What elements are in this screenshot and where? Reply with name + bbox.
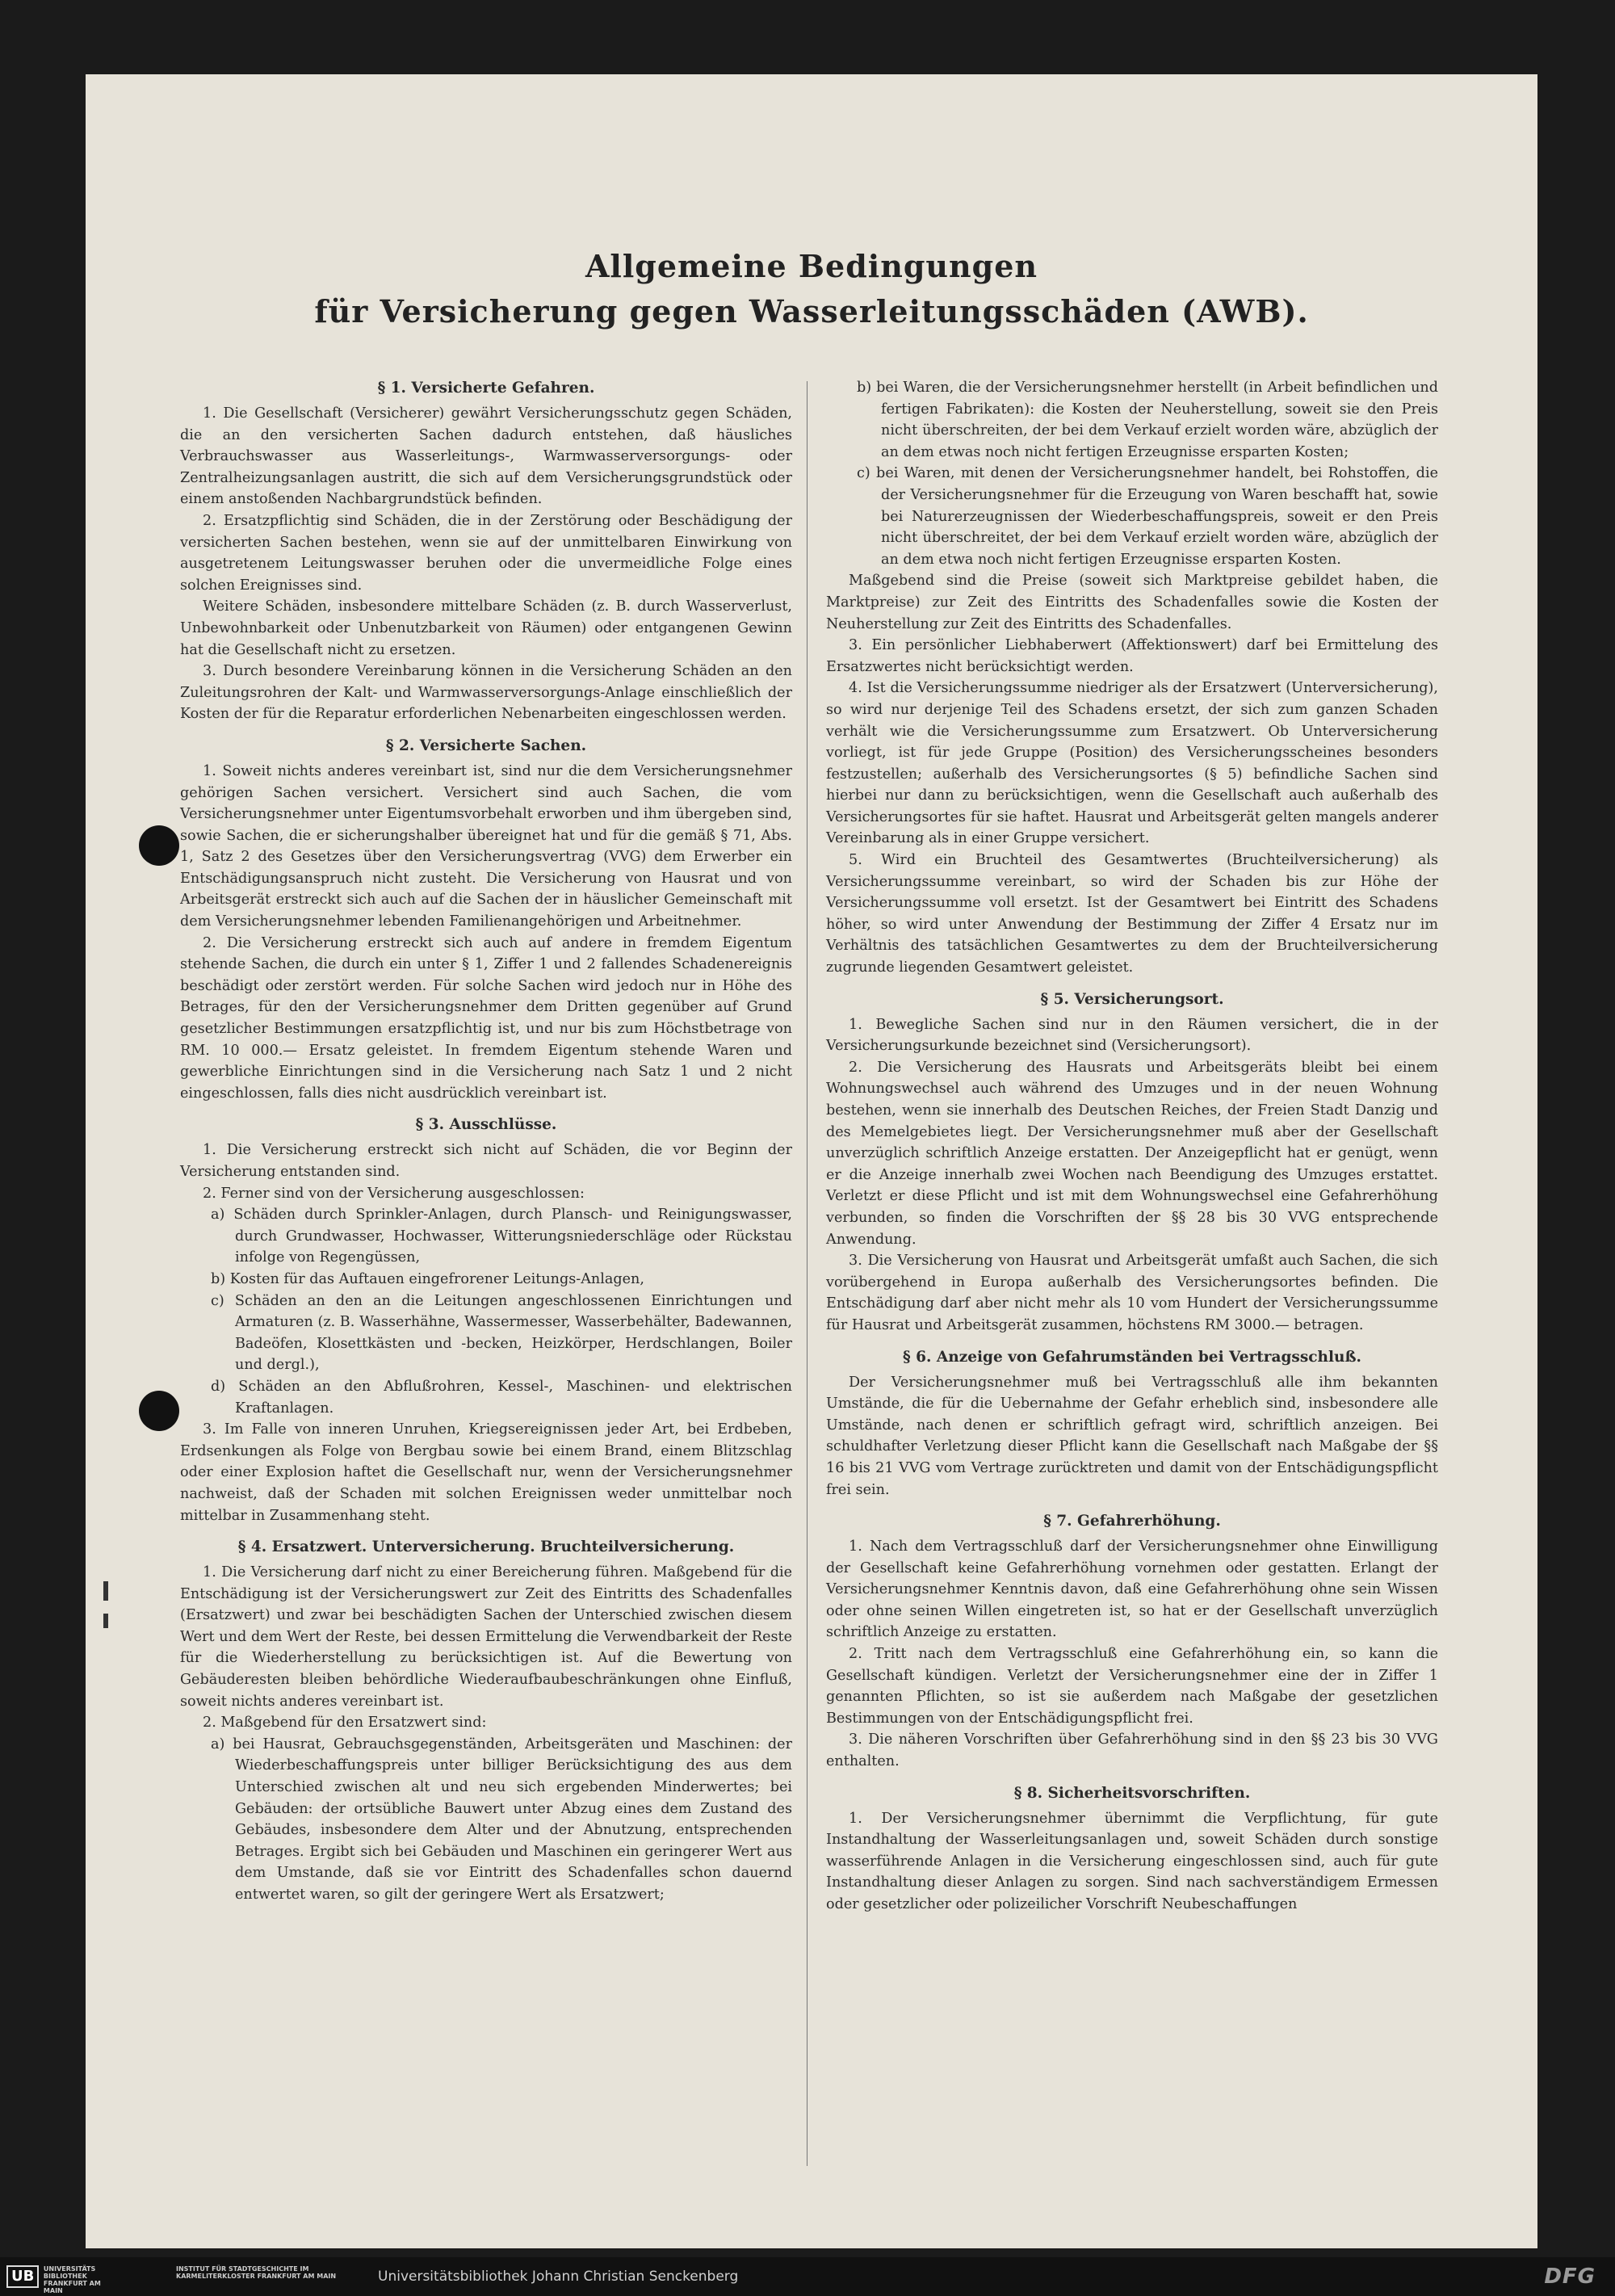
section-heading: § 2. Versicherte Sachen. — [385, 737, 587, 754]
paragraph: 1. Der Versicherungsnehmer übernimmt die Verpflichtung, für gute Instandhaltung der Wasserleitungsanlagen und, soweit Schäden durch sonstige wasserführende Anlagen in die Versicherung eingeschlossen sind, auch für gute Instandhaltung dieser Anlagen zu sorgen. Sind nach sachverständigem Ermessen oder gesetzlicher oder polizeilicher Vorschrift Neubeschaffungen — [826, 1810, 1438, 1912]
dfg-logo: DFG — [1544, 2265, 1596, 2289]
paragraph: Weitere Schäden, insbesondere mittelbare Schäden (z. B. durch Wasserverlust, Unbewohnbarkeit oder Unbenutzbarkeit von Räumen) oder entgangenen Gewinn hat die Gesellschaft nicht zu ersetzen. — [180, 598, 792, 658]
punch-hole — [139, 825, 179, 866]
paragraph: 2. Ferner sind von der Versicherung ausgeschlossen: — [203, 1185, 585, 1202]
paragraph: 3. Die näheren Vorschriften über Gefahrerhöhung sind in den §§ 23 bis 30 VVG enthalten. — [826, 1731, 1438, 1770]
paragraph: 1. Nach dem Vertragsschluß darf der Versicherungsnehmer ohne Einwilligung der Gesellschaft keine Gefahrerhöhung vornehmen oder gestatten. Erlangt der Versicherungsnehmer Kenntnis davon, daß eine Gefahrerhöhung ohne sein Wissen oder ohne seinen Willen eingetreten ist, so hat er der Gesellschaft unverzüglich schriftlich Anzeige zu erstatten. — [826, 1538, 1438, 1641]
list-item: c) bei Waren, mit denen der Versicherungsnehmer handelt, bei Rohstoffen, die der Versicherungsnehmer für die Erzeugung von Waren beschafft hat, sowie bei Naturerzeugnissen der Wiederbeschaffungspreis, soweit er den Preis nicht überschreitet, der bei dem Verkauf erzielt worden wäre, abzüglich der an dem etwa noch nicht fertigen Erzeugnisse ersparten Kosten. — [857, 465, 1438, 568]
list-item: b) bei Waren, die der Versicherungsnehmer herstellt (in Arbeit befindlichen und fertigen Fabrikaten): die Kosten der Neuherstellung, soweit sie den Preis nicht überschreiten, der bei dem Verkauf erzielt worden wäre, abzüglich der an dem etwas noch nicht fertigen Erzeugnisse ersparten Kosten; — [857, 380, 1438, 460]
list-item: b) Kosten für das Auftauen eingefrorener Leitungs-Anlagen, — [211, 1270, 644, 1287]
isg-logo — [176, 2265, 338, 2290]
paragraph: 1. Soweit nichts anderes vereinbart ist, sind nur die dem Versicherungsnehmer gehörigen Sachen versichert. Versichert sind auch Sachen, die vom Versicherungsnehmer unter Eigentumsvorbehalt erworben und ihm übergeben sind, sowie Sachen, die er sicherungshalber übereignet hat und für die gemäß § 71, Abs. 1, Satz 2 des Gesetzes über den Versicherungsvertrag (VVG) dem Erwerber ein Entschädigungsanspruch nicht zusteht. Die Versicherung von Hausrat und von Arbeitsgerät erstreckt sich auch auf die Sachen der in häuslicher Gemeinschaft mit dem Versicherungsnehmer lebenden Familienangehörigen und Arbeitnehmer. — [180, 762, 792, 930]
document-page — [86, 74, 1537, 2248]
paragraph: Der Versicherungsnehmer muß bei Vertragsschluß alle ihm bekannten Umstände, die für die Uebernahme der Gefahr erheblich sind, insbesondere alle Umstände, nach denen er schriftlich gefragt wird, schriftlich anzeigen. Bei schuldhafter Verletzung dieser Pflicht kann die Gesellschaft nach Maßgabe der §§ 16 bis 21 VVG vom Vertrage zurücktreten und damit von der Entschädigungspflicht frei sein. — [826, 1374, 1438, 1498]
paragraph: 2. Die Versicherung des Hausrats und Arbeitsgeräts bleibt bei einem Wohnungswechsel auch während des Umzuges und in der neuen Wohnung bestehen, wenn sie innerhalb des Deutschen Reiches, der Freien Stadt Danzig und des Memelgebietes liegt. Der Versicherungsnehmer muß aber der Gesellschaft unverzüglich schriftlich Anzeige erstatten. Der Anzeigepflicht hat er genügt, wenn er die Anzeige innerhalb zwei Wochen nach Beendigung des Umzuges erstattet. Verletzt er diese Pflicht und ist mit dem Wohnungswechsel eine Gefahrerhöhung verbunden, so finden die Vorschriften der §§ 28 bis 30 VVG entsprechende Anwendung. — [826, 1059, 1438, 1248]
paragraph: 5. Wird ein Bruchteil des Gesamtwertes (Bruchteilversicherung) als Versicherungssumme vereinbart, so wird der Schaden bis zur Höhe der Versicherungssumme voll ersetzt. Ist der Gesamtwert bei Eintritt des Schadens höher, so wird unter Anwendung der Bestimmung der Ziffer 4 Ersatz nur im Verhältnis des tatsächlichen Gesamtwertes zu dem der Bruchteilversicherung zugrunde liegenden Gesamtwert geleistet. — [826, 852, 1438, 976]
list-item: c) Schäden an den an die Leitungen angeschlossenen Einrichtungen und Armaturen (z. B. Wasserhähne, Wassermesser, Wasserbehälter, Badewannen, Badeöfen, Klosettkästen und -becken, Heizkörper, Herdschlangen, Boiler und dergl.), — [211, 1292, 792, 1374]
paragraph: 1. Die Versicherung darf nicht zu einer Bereicherung führen. Maßgebend für die Entschädigung ist der Versicherungswert zur Zeit des Eintritts des Schadenfalles (Ersatzwert) und zwar bei beschädigten Sachen der Unterschied zwischen diesem Wert und dem Wert der Reste, bei dessen Ermittelung die Verwendbarkeit der Reste für die Wiederherstellung zu berücksichtigen ist. Auf die Bewertung von Gebäuderesten bleiben behördliche Wiederaufbaubeschränkungen ohne Einfluß, soweit nichts anderes vereinbart ist. — [180, 1564, 792, 1710]
library-name: Universitätsbibliothek Johann Christian Senckenberg — [378, 2269, 739, 2285]
paragraph: 1. Die Gesellschaft (Versicherer) gewährt Versicherungsschutz gegen Schäden, die an den versicherten Sachen dadurch entstehen, daß häusliches Verbrauchswasser aus Wasserleitungs-, Warmwasserversorgungs- oder Zentralheizungsanlagen austritt, die sich auf dem Versicherungsgrundstück oder einem anstoßenden Nachbargrundstück befinden. — [180, 405, 792, 508]
ub-logo-text: UNIVERSITÄTS BIBLIOTHEK FRANKFURT AM MAIN — [43, 2265, 101, 2294]
isg-logo-text: INSTITUT FÜR STADTGESCHICHTE IM KARMELITERKLOSTER FRANKFURT AM MAIN — [176, 2265, 337, 2280]
paper-mark — [103, 1581, 108, 1601]
paragraph: 1. Die Versicherung erstreckt sich nicht auf Schäden, die vor Beginn der Versicherung entstanden sind. — [180, 1142, 792, 1180]
right-column — [826, 377, 1438, 1916]
section-heading: § 5. Versicherungsort. — [1040, 990, 1224, 1008]
section-heading: § 1. Versicherte Gefahren. — [377, 380, 595, 397]
ub-logo — [6, 2265, 108, 2294]
footer-bar — [0, 2257, 1615, 2296]
paragraph: 1. Bewegliche Sachen sind nur in den Räumen versichert, die in der Versicherungsurkunde bezeichnet sind (Versicherungsort). — [826, 1016, 1438, 1055]
list-item: a) bei Hausrat, Gebrauchsgegenständen, Arbeitsgeräten und Maschinen: der Wiederbeschaffungspreis unter billiger Berücksichtigung des aus dem Unterschied zwischen alt und neu sich ergebenden Minderwertes; bei Gebäuden: der ortsübliche Bauwert unter Abzug eines dem Zustand des Gebäudes, insbesondere dem Alter und der Abnutzung, entsprechenden Betrages. Ergibt sich bei Gebäuden und Maschinen ein geringerer Wert aus dem Umstande, daß sie vor Eintritt des Schadenfalles schon dauernd entwertet waren, so gilt der geringere Wert als Ersatzwert; — [211, 1736, 792, 1903]
punch-hole — [139, 1391, 179, 1431]
section-heading: § 4. Ersatzwert. Unterversicherung. Bruchteilversicherung. — [237, 1538, 735, 1556]
paragraph: 4. Ist die Versicherungssumme niedriger als der Ersatzwert (Unterversicherung), so wird nur derjenige Teil des Schadens ersetzt, der sich zum ganzen Schaden verhält wie die Versicherungssumme zum Ersatzwert. Ob Unterversicherung vorliegt, ist für jede Gruppe (Position) des Versicherungsscheines besonders festzustellen; außerhalb des Versicherungsortes (§ 5) befindliche Sachen sind hierbei nur dann zu berücksichtigen, wenn die Gesellschaft auch außerhalb des Versicherungsortes für sie haftet. Hausrat und Arbeitsgerät gelten mangels anderer Vereinbarung als in einer Gruppe versichert. — [826, 680, 1438, 847]
section-heading: § 8. Sicherheitsvorschriften. — [1013, 1784, 1251, 1802]
paragraph: 3. Die Versicherung von Hausrat und Arbeitsgerät umfaßt auch Sachen, die sich vorübergehend in Europa außerhalb des Versicherungsortes befinden. Die Entschädigung darf aber nicht mehr als 10 vom Hundert der Versicherungssumme für Hausrat und Arbeitsgerät zusammen, höchstens RM 3000.— betragen. — [826, 1253, 1438, 1333]
paragraph: Maßgebend sind die Preise (soweit sich Marktpreise gebildet haben, die Marktpreise) zur Zeit des Eintritts des Schadenfalles sowie die Kosten der Neuherstellung zur Zeit des Eintritts des Schadenfalles. — [826, 573, 1438, 632]
section-heading: § 6. Anzeige von Gefahrumständen bei Vertragsschluß. — [903, 1348, 1361, 1366]
left-column — [180, 377, 792, 1906]
paragraph: 2. Die Versicherung erstreckt sich auch auf andere in fremdem Eigentum stehende Sachen, die durch ein unter § 1, Ziffer 1 und 2 fallendes Schadenereignis beschädigt oder zerstört werden. Für solche Sachen wird jedoch nur in Höhe des Betrages, für den der Versicherungsnehmer dem Dritten gegenüber auf Grund gesetzlicher Bestimmungen ersatzpflichtig ist, und nur bis zum Höchstbetrage von RM. 10 000.— Ersatz geleistet. In fremdem Eigentum stehende Waren und gewerbliche Einrichtungen sind in die Versicherung nach Satz 1 und 2 nicht eingeschlossen, falls dies nicht ausdrücklich vereinbart ist. — [180, 934, 792, 1102]
paper-mark — [103, 1614, 108, 1628]
document-title — [86, 244, 1537, 334]
section-heading: § 3. Ausschlüsse. — [415, 1116, 557, 1134]
paragraph: 3. Durch besondere Vereinbarung können in die Versicherung Schäden an den Zuleitungsrohren der Kalt- und Warmwasserversorgungs-Anlage einschließlich der Kosten der für die Reparatur erforderlichen Nebenarbeiten eingeschlossen werden. — [180, 663, 792, 723]
title-line-2: für Versicherung gegen Wasserleitungsschäden (AWB). — [314, 293, 1309, 329]
paragraph: 2. Tritt nach dem Vertragsschluß eine Gefahrerhöhung ein, so kann die Gesellschaft kündigen. Verletzt der Versicherungsnehmer eine der in Ziffer 1 genannten Pflichten, so ist sie außerdem nach Maßgabe der gesetzlichen Bestimmungen von der Entschädigungspflicht frei. — [826, 1646, 1438, 1727]
paragraph: 3. Ein persönlicher Liebhaberwert (Affektionswert) darf bei Ermittelung des Ersatzwertes nicht berücksichtigt werden. — [826, 637, 1438, 675]
paragraph: 3. Im Falle von inneren Unruhen, Kriegsereignissen jeder Art, bei Erdbeben, Erdsenkungen als Folge von Bergbau sowie bei einem Brand, einem Blitzschlag oder einer Explosion haftet die Gesellschaft nur, wenn der Versicherungsnehmer nachweist, daß der Schaden mit solchen Ereignissen weder unmittelbar noch mittelbar in Zusammenhang steht. — [180, 1421, 792, 1524]
list-item: d) Schäden an den Abflußrohren, Kessel-, Maschinen- und elektrischen Kraftanlagen. — [211, 1378, 792, 1417]
title-line-1: Allgemeine Bedingungen — [585, 248, 1038, 284]
column-divider — [807, 381, 808, 2166]
paragraph: 2. Maßgebend für den Ersatzwert sind: — [203, 1715, 487, 1731]
section-heading: § 7. Gefahrerhöhung. — [1043, 1513, 1221, 1530]
ub-logo-letters: UB — [6, 2265, 39, 2288]
paragraph: 2. Ersatzpflichtig sind Schäden, die in der Zerstörung oder Beschädigung der versicherten Sachen bestehen, wenn sie auf der unmittelbaren Einwirkung von ausgetretenem Leitungswasser beruhen oder die unvermeidliche Folge eines solchen Ereignisses sind. — [180, 512, 792, 594]
list-item: a) Schäden durch Sprinkler-Anlagen, durch Plansch- und Reinigungswasser, durch Grundwasser, Hochwasser, Witterungsniederschläge oder Rückstau infolge von Regengüssen, — [211, 1207, 792, 1266]
